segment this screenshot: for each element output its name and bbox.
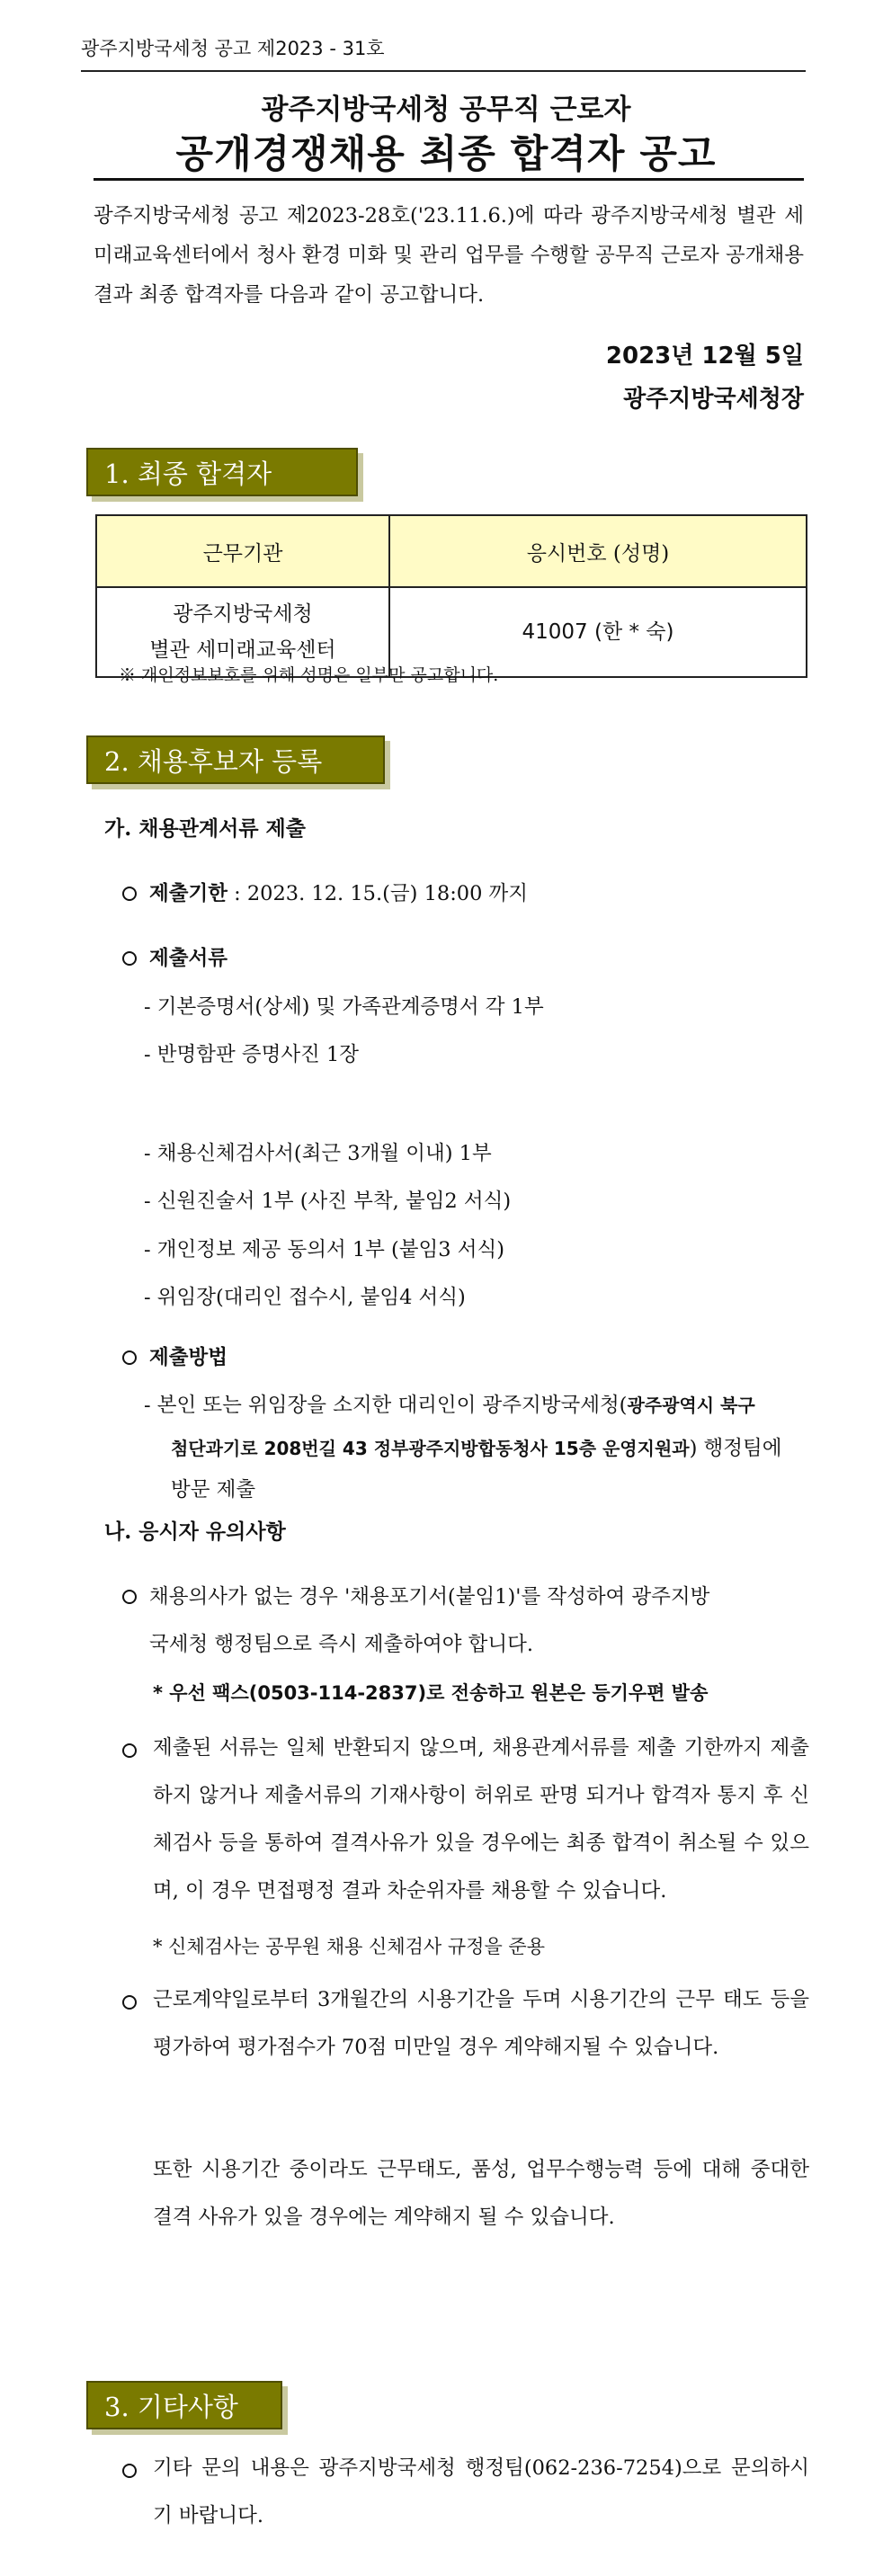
header-workplace: 근무기관 [96,515,389,587]
section-heading-candidate-registration: 2. 채용후보자 등록 [86,735,385,784]
final-passers-table [95,514,807,678]
notice-1-line-1: 채용의사가 없는 경우 '채용포기서(붙임1)'를 작성하여 광주지방 [149,1585,710,1609]
method-label: 제출방법 [149,1346,227,1369]
method-line-3: 방문 제출 [171,1478,256,1502]
notice-3-extra-paragraph: 또한 시용기간 중이라도 근무태도, 품성, 업무수행능력 등에 대해 중대한 결격 사유가 있을 경우에는 계약해지 될 수 있습니다. [153,2158,809,2229]
issuer: 광주지방국세청장 [623,386,804,413]
deadline-label: 제출기한 [149,882,227,905]
contact-paragraph: 기타 문의 내용은 광주지방국세청 행정팀(062-236-7254)으로 문의하시기 바랍니다. [153,2456,809,2527]
method-line-1 [144,1391,755,1420]
privacy-note: ※ 개인정보보호를 위해 성명은 일부만 공고합니다. [119,665,499,685]
subheading-notices: 나. 응시자 유의사항 [104,1520,286,1544]
cell-applicant: 41007 (한 * 숙) [389,587,807,677]
bullet-circle-icon [122,1995,137,2010]
doc-item: - 기본증명서(상세) 및 가족관계증명서 각 1부 [144,995,544,1019]
doc-item: - 채용신체검사서(최근 3개월 이내) 1부 [144,1142,492,1165]
notice-1-footnote: * 우선 팩스(0503-114-2837)로 전송하고 원본은 등기우편 발송 [153,1682,709,1704]
doc-item: - 반명함판 증명사진 1장 [144,1043,359,1066]
title-line-1: 광주지방국세청 공무직 근로자 [261,94,631,126]
bullet-circle-icon [122,1743,137,1758]
bullet-circle-icon [122,2464,137,2478]
title-line-2: 공개경쟁채용 최종 합격자 공고 [175,132,717,177]
subheading-documents: 가. 채용관계서류 제출 [104,816,306,841]
header-applicant: 응시번호 (성명) [389,515,807,587]
title-rule [94,178,804,181]
docs-label: 제출서류 [149,947,227,970]
section-heading-other: 3. 기타사항 [86,2381,282,2429]
method-address: 첨단과기로 208번길 43 정부광주지방합동청사 15층 운영지원과 [171,1438,690,1459]
notice-date: 2023년 12월 5일 [605,343,804,370]
deadline-value: : 2023. 12. 15.(금) 18:00 까지 [234,882,529,905]
header-rule [81,70,806,72]
deadline-line [149,879,528,908]
table-header-row [96,515,807,587]
workplace-line-2: 별관 세미래교육센터 [149,638,336,662]
doc-item: - 신원진술서 1부 (사진 부착, 붙임2 서식) [144,1190,512,1213]
section-heading-final-passers: 1. 최종 합격자 [86,448,358,496]
doc-item: - 개인정보 제공 동의서 1부 (붙임3 서식) [144,1238,504,1261]
doc-item: - 위임장(대리인 접수시, 붙임4 서식) [144,1286,466,1309]
method-address: 광주광역시 북구 [627,1395,755,1416]
bullet-circle-icon [122,951,137,966]
workplace-line-1: 광주지방국세청 [173,602,313,626]
bullet-circle-icon [122,1350,137,1365]
bullet-circle-icon [122,887,137,901]
method-text: ) 행정팀에 [689,1437,782,1460]
notice-3-paragraph: 근로계약일로부터 3개월간의 시용기간을 두며 시용기간의 근무 태도 등을 평가하여 평가점수가 70점 미만일 경우 계약해지될 수 있습니다. [153,1988,809,2059]
notice-number: 광주지방국세청 공고 제2023 - 31호 [81,38,385,59]
method-text: - 본인 또는 위임장을 소지한 대리인이 광주지방국세청( [144,1394,628,1417]
bullet-circle-icon [122,1590,137,1604]
notice-1-line-2: 국세청 행정팀으로 즉시 제출하여야 합니다. [149,1633,533,1656]
notice-2-footnote: * 신체검사는 공무원 채용 신체검사 규정을 준용 [153,1936,545,1957]
intro-paragraph: 광주지방국세청 공고 제2023-28호('23.11.6.)에 따라 광주지방국세청 별관 세미래교육센터에서 청사 환경 미화 및 관리 업무를 수행할 공무직 근로자 공개채용 결과 최종 합격자를 다음과 같이 공고합니다. [94,204,804,307]
notice-2-paragraph: 제출된 서류는 일체 반환되지 않으며, 채용관계서류를 제출 기한까지 제출하지 않거나 제출서류의 기재사항이 허위로 판명 되거나 합격자 통지 후 신체검사 등을 통하여 결격사유가 있을 경우에는 최종 합격이 취소될 수 있으며, 이 경우 면접평정 결과 차순위자를 채용할 수 있습니다. [153,1736,809,1903]
method-line-2 [171,1434,781,1463]
